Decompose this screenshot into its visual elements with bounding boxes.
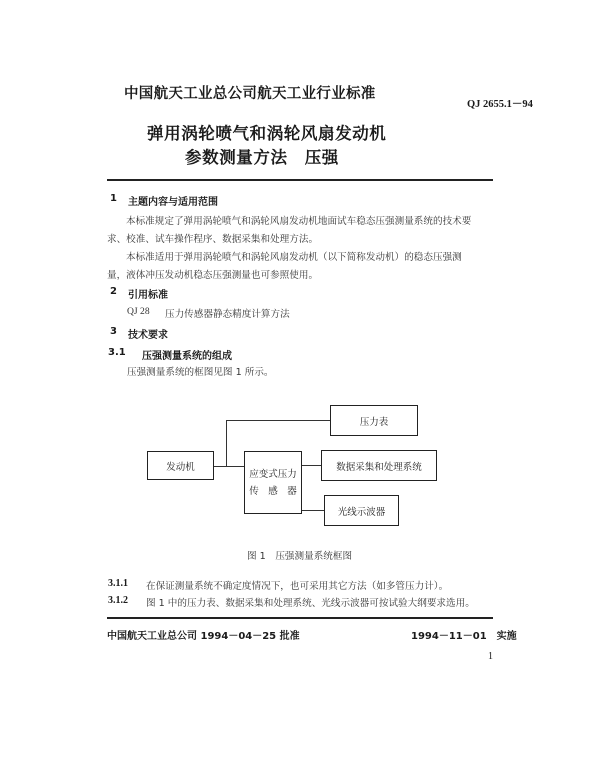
clause-3-1-1-text: 在保证测量系统不确定度情况下，也可采用其它方法（如多管压力计）。 <box>146 581 449 592</box>
figure-caption: 图 1 压强测量系统框图 <box>247 551 353 562</box>
standard-code: QJ 2655.1－94 <box>467 99 533 110</box>
data-system-label: 数据采集和处理系统 <box>336 461 422 473</box>
engine-box <box>147 451 214 480</box>
sensor-box <box>244 451 302 514</box>
engine-to-sensor-line <box>214 466 244 467</box>
reference-code: QJ 28 <box>127 306 150 317</box>
subsection-3-1-text: 压强测量系统的框图见图 1 所示。 <box>127 367 274 378</box>
section-1-para-2a: 本标准适用于弹用涡轮喷气和涡轮风扇发动机（以下简称发动机）的稳态压强测 <box>126 252 462 263</box>
section-2-number: 2 <box>110 286 117 297</box>
branch-vertical-line <box>226 420 227 466</box>
pressure-gauge-box <box>330 405 418 436</box>
section-3-number: 3 <box>110 326 117 337</box>
clause-3-1-1-number: 3.1.1 <box>108 578 128 589</box>
subsection-3-1-heading: 压强测量系统的组成 <box>142 351 232 362</box>
oscilloscope-label: 光线示波器 <box>337 506 386 518</box>
sensor-to-oscilloscope-line <box>302 510 324 511</box>
section-1-para-2b: 量，液体冲压发动机稳态压强测量也可参照使用。 <box>107 270 319 281</box>
subsection-3-1-number: 3.1 <box>108 347 126 358</box>
header-divider <box>107 179 493 181</box>
clause-3-1-2-text: 图 1 中的压力表、数据采集和处理系统、光线示波器可按试验大纲要求选用。 <box>146 598 475 609</box>
page-number: 1 <box>488 651 493 662</box>
section-1-number: 1 <box>110 193 117 204</box>
branch-to-gauge-line <box>226 420 330 421</box>
issuing-organization: 中国航天工业总公司航天工业行业标准 <box>124 86 376 102</box>
data-system-box <box>321 450 437 481</box>
sensor-label-line1: 应变式压力 <box>249 468 297 480</box>
oscilloscope-box <box>324 495 399 526</box>
clause-3-1-2-number: 3.1.2 <box>108 595 128 606</box>
sensor-to-data-line <box>302 465 321 466</box>
document-title-line2: 参数测量方法 压强 <box>185 148 339 167</box>
pressure-gauge-label: 压力表 <box>359 416 389 428</box>
section-1-para-1b: 求、校准、试车操作程序、数据采集和处理方法。 <box>107 234 319 245</box>
section-1-para-1a: 本标准规定了弹用涡轮喷气和涡轮风扇发动机地面试车稳态压强测量系统的技术要 <box>126 216 472 227</box>
engine-label: 发动机 <box>166 461 195 473</box>
section-2-heading: 引用标准 <box>128 290 168 301</box>
footer-divider <box>107 617 493 619</box>
document-title-line1: 弹用涡轮喷气和涡轮风扇发动机 <box>147 124 387 143</box>
implementation-line: 1994－11－01 实施 <box>411 631 517 642</box>
section-3-heading: 技术要求 <box>128 330 168 341</box>
sensor-label-line2: 传 感 器 <box>249 485 297 497</box>
approval-line: 中国航天工业总公司 1994－04－25 批准 <box>107 631 300 642</box>
reference-title: 压力传感器静态精度计算方法 <box>165 309 290 320</box>
section-1-heading: 主题内容与适用范围 <box>128 197 218 208</box>
